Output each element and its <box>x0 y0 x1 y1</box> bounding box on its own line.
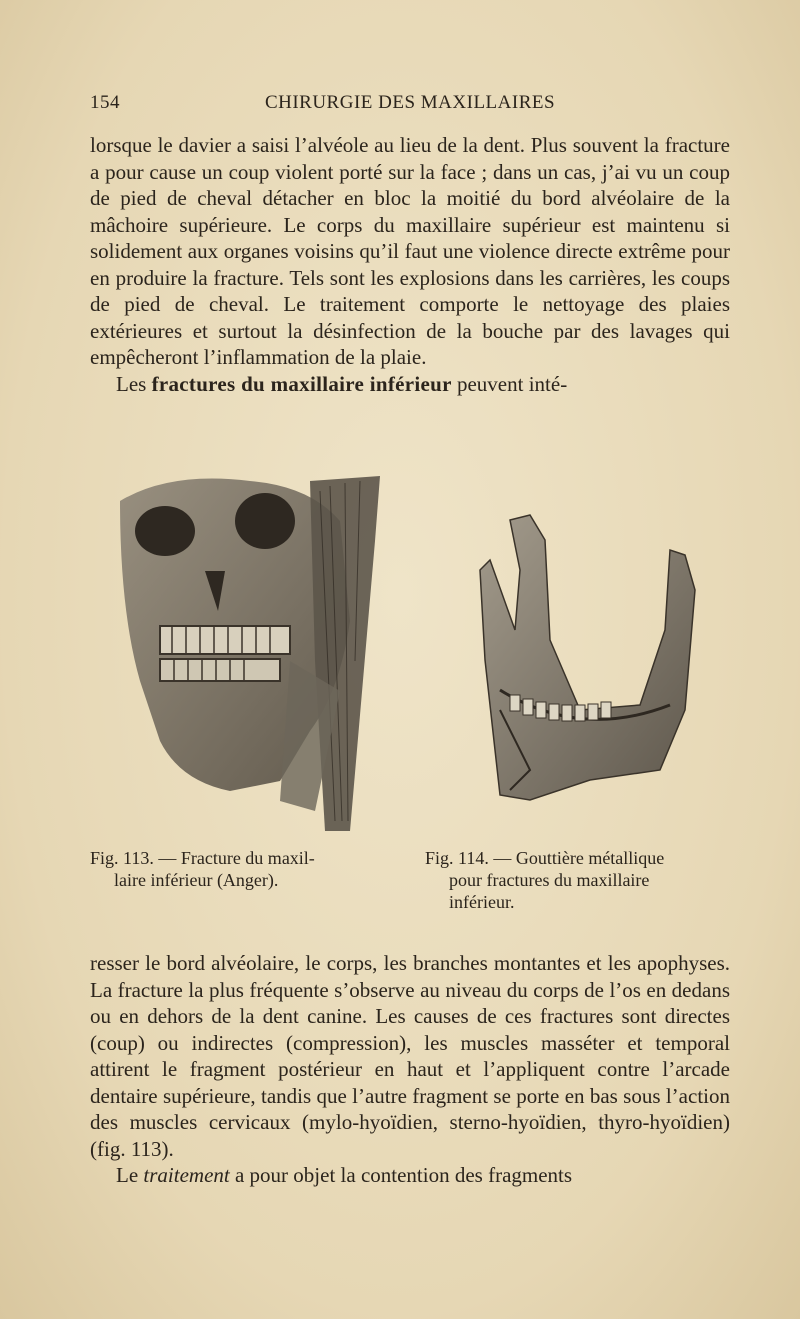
fig-113-skull-illustration <box>110 461 390 841</box>
bold-term: fractures du maxillaire inférieur <box>151 371 452 396</box>
paragraph-1: lorsque le davier a saisi l’alvéole au lieu de la dent. Plus souvent la fracture a pour cause un coup violent porté sur la face ; dans un cas, j’ai vu un coup de pied de cheval détacher en bloc la moitié du bord alvéolaire de la mâchoire supérieure. Le corps du maxillaire supérieur est maintenu si solidement aux organes voisins qu’il faut une violence directe extrême pour en produire la fracture. Tels sont les explosions dans les carrières, les coups de pied de cheval. Le traitement comporte le nettoyage des plaies extérieures et surtout la désinfection de la bouche par des lavages qui empêcheront l’inflammation de la plaie. <box>90 133 730 369</box>
fig-114-caption-line-2: pour fractures du maxillaire <box>449 870 650 890</box>
paragraph-2-start: Les <box>116 371 147 396</box>
fig-114-caption <box>425 847 755 913</box>
fig-113-caption-line-1: Fig. 113. — Fracture du maxil- <box>90 848 315 868</box>
fig-113-caption <box>90 847 420 891</box>
paragraph-4-end: a pour objet la contention des fragments <box>234 1163 573 1187</box>
paragraph-4-start: Le <box>116 1163 139 1187</box>
fig-113-caption-line-2: laire inférieur (Anger). <box>114 870 279 890</box>
page-number: 154 <box>90 92 120 113</box>
paragraph-3: resser le bord alvéolaire, le corps, les branches montantes et les apophyses. La fracture la plus fréquente s’observe au niveau du corps de l’os en dedans ou en dehors de la dent canine. Les causes de ces fractures sont directes (coup) ou indirectes (compression), les muscles masséter et temporal attirent le fragment postérieur en haut et l’appliquent contre l’arcade dentaire supérieure, tandis que l’autre fragment se porte en bas sous l’action des muscles cervicaux (mylo-hyoïdien, sterno-hyoïdien, thyro-hyoïdien) (fig. 113). <box>90 951 730 1161</box>
paragraph-bottom <box>90 950 730 1189</box>
fig-114-caption-line-1: Fig. 114. — Gouttière métallique <box>425 848 665 868</box>
fig-114-mandible-illustration <box>470 510 710 810</box>
italic-term: traitement <box>143 1163 230 1187</box>
page-header <box>90 92 730 118</box>
paragraph-2 <box>90 371 730 398</box>
fig-114-caption-line-3: inférieur. <box>449 892 515 912</box>
paragraph-4 <box>90 1162 730 1189</box>
running-title: CHIRURGIE DES MAXILLAIRES <box>264 92 556 113</box>
figure-area <box>80 455 740 915</box>
paragraph-2-end: peuvent inté- <box>456 371 568 396</box>
paragraph-top <box>90 132 730 397</box>
